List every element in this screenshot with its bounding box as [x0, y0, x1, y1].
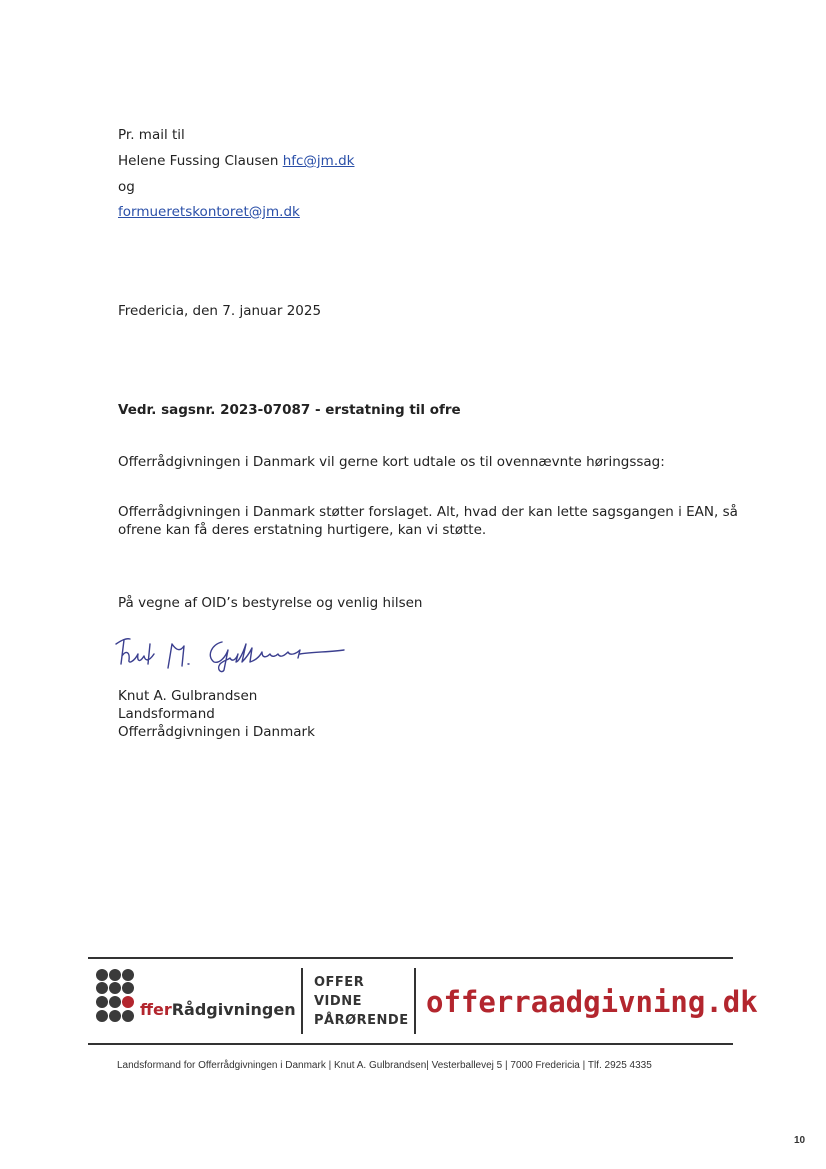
closing-line: På vegne af OID’s bestyrelse og venlig hilsen [118, 595, 423, 611]
tagline-block [314, 973, 409, 1030]
dot-grid-logo-icon [96, 969, 140, 1031]
signer-name: Knut A. Gulbrandsen [118, 688, 258, 704]
and-label: og [118, 179, 135, 195]
footer-top-rule [88, 957, 733, 959]
footer-contact-line: Landsformand for Offerrådgivningen i Danmark | Knut A. Gulbrandsen| Vesterballevej 5 | 7000 Fredericia | Tlf. 2925 4335 [117, 1060, 652, 1071]
office-email-line [118, 202, 300, 222]
website-wordmark: offerraadgivning.dk [426, 985, 758, 1019]
recipient-email-link[interactable]: hfc@jm.dk [282, 153, 355, 169]
body-paragraph-2-line-1: Offerrådgivningen i Danmark støtter forslaget. Alt, hvad der kan lette sagsgangen i EAN, så [118, 504, 738, 520]
recipient-line [118, 151, 355, 171]
tag-offer: OFFER [314, 975, 365, 990]
footer-divider-1 [301, 968, 303, 1034]
signer-organization: Offerrådgivningen i Danmark [118, 724, 315, 740]
footer-divider-2 [414, 968, 416, 1034]
signer-title: Landsformand [118, 706, 215, 722]
subject-line: Vedr. sagsnr. 2023-07087 - erstatning til ofre [118, 402, 461, 418]
body-paragraph-2-line-2: ofrene kan få deres erstatning hurtigere, kan vi støtte. [118, 522, 487, 538]
date-line: Fredericia, den 7. januar 2025 [118, 303, 322, 319]
logo-wordmark [140, 1000, 296, 1019]
tag-paarorende: PÅRØRENDE [314, 1013, 409, 1028]
office-email-link[interactable]: formueretskontoret@jm.dk [118, 204, 300, 220]
tag-vidne: VIDNE [314, 994, 362, 1009]
body-paragraph-1: Offerrådgivningen i Danmark vil gerne kort udtale os til ovennævnte høringssag: [118, 454, 665, 470]
logo-prefix: ffer [140, 1000, 172, 1019]
recipient-name: Helene Fussing Clausen [118, 153, 279, 169]
handwritten-signature [112, 630, 352, 674]
footer-bottom-rule [88, 1043, 733, 1045]
mail-to-label: Pr. mail til [118, 127, 185, 143]
logo-suffix: Rådgivningen [171, 1000, 296, 1019]
page-number: 10 [794, 1135, 806, 1146]
